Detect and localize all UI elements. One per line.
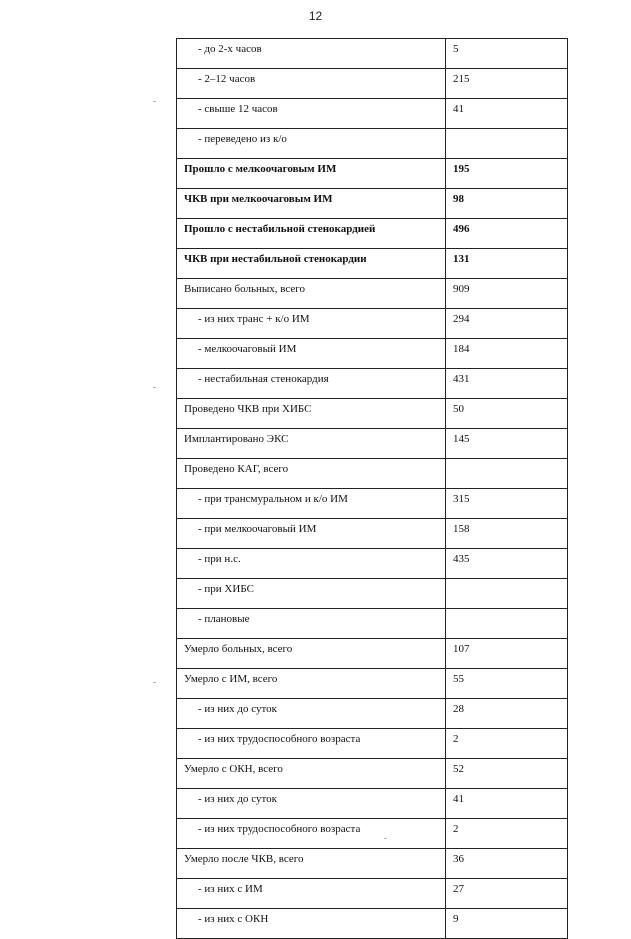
row-label: - из них транс + к/о ИМ bbox=[177, 309, 446, 339]
table-row bbox=[177, 549, 568, 579]
row-value: 435 bbox=[446, 549, 568, 579]
row-value: 107 bbox=[446, 639, 568, 669]
row-value: 98 bbox=[446, 189, 568, 219]
scan-speck bbox=[153, 101, 156, 102]
table-row bbox=[177, 789, 568, 819]
table-row bbox=[177, 849, 568, 879]
row-label: Проведено ЧКВ при ХИБС bbox=[177, 399, 446, 429]
row-value: 52 bbox=[446, 759, 568, 789]
scan-speck bbox=[153, 387, 156, 388]
row-label: Прошло с нестабильной стенокардией bbox=[177, 219, 446, 249]
table-row bbox=[177, 39, 568, 69]
row-value bbox=[446, 459, 568, 489]
table-row bbox=[177, 489, 568, 519]
row-label: - при мелкоочаговый ИМ bbox=[177, 519, 446, 549]
row-value: 41 bbox=[446, 99, 568, 129]
row-label: ЧКВ при мелкоочаговым ИМ bbox=[177, 189, 446, 219]
row-label: - при трансмуральном и к/о ИМ bbox=[177, 489, 446, 519]
scan-speck bbox=[384, 838, 387, 839]
row-value: 315 bbox=[446, 489, 568, 519]
page-number: 12 bbox=[308, 9, 323, 23]
row-label: - 2–12 часов bbox=[177, 69, 446, 99]
row-value: 36 bbox=[446, 849, 568, 879]
scan-speck bbox=[153, 682, 156, 683]
table-row bbox=[177, 129, 568, 159]
table-row bbox=[177, 699, 568, 729]
row-value: 27 bbox=[446, 879, 568, 909]
row-label: - свыше 12 часов bbox=[177, 99, 446, 129]
row-value: 294 bbox=[446, 309, 568, 339]
row-label: Прошло с мелкоочаговым ИМ bbox=[177, 159, 446, 189]
row-value bbox=[446, 609, 568, 639]
table-row bbox=[177, 639, 568, 669]
row-value: 28 bbox=[446, 699, 568, 729]
row-label: Умерло после ЧКВ, всего bbox=[177, 849, 446, 879]
row-label: Проведено КАГ, всего bbox=[177, 459, 446, 489]
row-value: 184 bbox=[446, 339, 568, 369]
row-label: - из них трудоспособного возраста bbox=[177, 729, 446, 759]
row-label: Имплантировано ЭКС bbox=[177, 429, 446, 459]
row-value: 2 bbox=[446, 729, 568, 759]
table-row bbox=[177, 609, 568, 639]
table-row bbox=[177, 759, 568, 789]
row-label: - из них с ОКН bbox=[177, 909, 446, 939]
table-row bbox=[177, 459, 568, 489]
table-row bbox=[177, 579, 568, 609]
row-label: - нестабильная стенокардия bbox=[177, 369, 446, 399]
table-row bbox=[177, 219, 568, 249]
row-value: 909 bbox=[446, 279, 568, 309]
row-value: 431 bbox=[446, 369, 568, 399]
row-value: 2 bbox=[446, 819, 568, 849]
row-label: - при ХИБС bbox=[177, 579, 446, 609]
row-label: - до 2-х часов bbox=[177, 39, 446, 69]
table-row bbox=[177, 69, 568, 99]
row-value: 496 bbox=[446, 219, 568, 249]
row-label: - из них трудоспособного возраста bbox=[177, 819, 446, 849]
row-value: 50 bbox=[446, 399, 568, 429]
table-row bbox=[177, 249, 568, 279]
table-row bbox=[177, 909, 568, 939]
table-row bbox=[177, 159, 568, 189]
row-value: 158 bbox=[446, 519, 568, 549]
row-label: Выписано больных, всего bbox=[177, 279, 446, 309]
row-label: - из них до суток bbox=[177, 699, 446, 729]
table-row bbox=[177, 339, 568, 369]
row-value: 131 bbox=[446, 249, 568, 279]
table-row bbox=[177, 279, 568, 309]
statistics-table-body bbox=[177, 39, 568, 939]
table-row bbox=[177, 429, 568, 459]
statistics-table bbox=[176, 38, 568, 939]
table-row bbox=[177, 369, 568, 399]
row-value: 5 bbox=[446, 39, 568, 69]
row-label: - мелкоочаговый ИМ bbox=[177, 339, 446, 369]
table-row bbox=[177, 189, 568, 219]
table-row bbox=[177, 309, 568, 339]
row-label: ЧКВ при нестабильной стенокардии bbox=[177, 249, 446, 279]
row-value: 55 bbox=[446, 669, 568, 699]
table-row bbox=[177, 99, 568, 129]
row-value: 9 bbox=[446, 909, 568, 939]
row-label: - из них с ИМ bbox=[177, 879, 446, 909]
row-value: 41 bbox=[446, 789, 568, 819]
row-label: Умерло с ИМ, всего bbox=[177, 669, 446, 699]
row-label: - из них до суток bbox=[177, 789, 446, 819]
row-label: Умерло с ОКН, всего bbox=[177, 759, 446, 789]
table-row bbox=[177, 819, 568, 849]
row-value: 215 bbox=[446, 69, 568, 99]
row-label: - переведено из к/о bbox=[177, 129, 446, 159]
table-row bbox=[177, 729, 568, 759]
row-value bbox=[446, 129, 568, 159]
table-row bbox=[177, 519, 568, 549]
row-label: - плановые bbox=[177, 609, 446, 639]
row-value: 145 bbox=[446, 429, 568, 459]
row-value: 195 bbox=[446, 159, 568, 189]
table-row bbox=[177, 879, 568, 909]
row-label: - при н.с. bbox=[177, 549, 446, 579]
row-label: Умерло больных, всего bbox=[177, 639, 446, 669]
row-value bbox=[446, 579, 568, 609]
table-row bbox=[177, 669, 568, 699]
table-row bbox=[177, 399, 568, 429]
